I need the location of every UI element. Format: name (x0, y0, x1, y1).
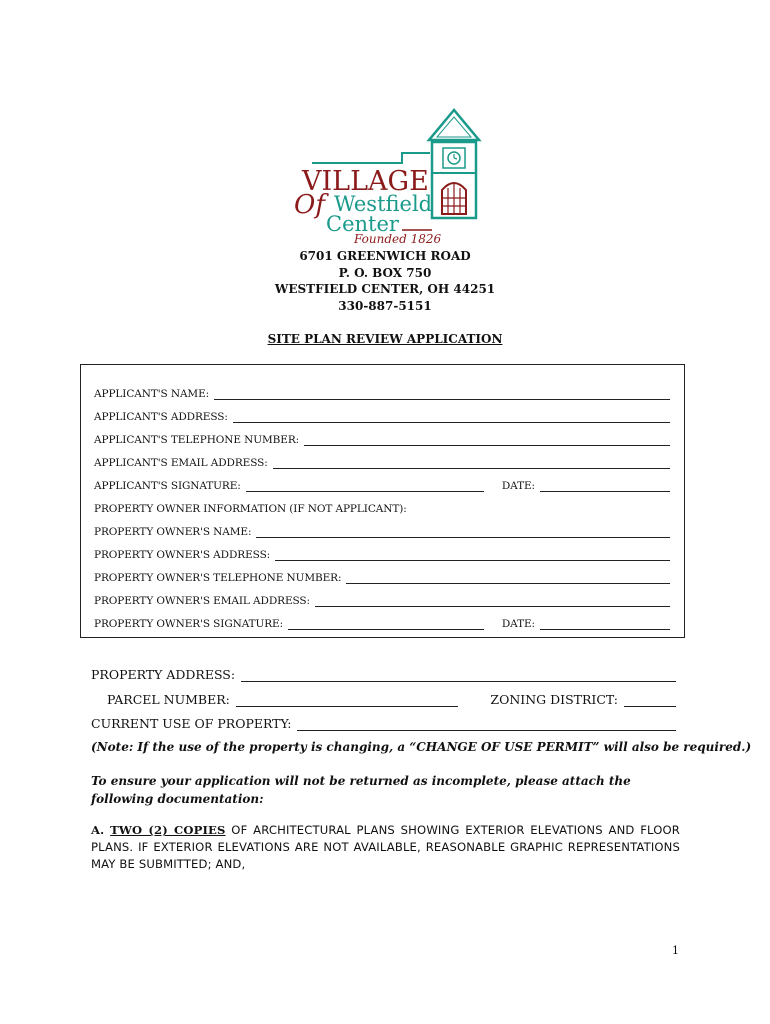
applicant-address-label: APPLICANT'S ADDRESS: (94, 411, 228, 423)
property-address-field[interactable] (241, 669, 676, 682)
owner-info-heading-row (94, 499, 670, 515)
applicant-signature-row (94, 476, 670, 492)
owner-email-label: PROPERTY OWNER'S EMAIL ADDRESS: (94, 595, 310, 607)
applicant-phone-field[interactable] (304, 434, 670, 446)
current-use-label: CURRENT USE OF PROPERTY: (91, 716, 292, 731)
phone-number: 330-887-5151 (338, 298, 432, 313)
owner-name-field[interactable] (256, 526, 670, 538)
zoning-district-field[interactable] (624, 694, 676, 707)
owner-phone-label: PROPERTY OWNER'S TELEPHONE NUMBER: (94, 572, 342, 584)
property-address-row (91, 664, 676, 682)
applicant-phone-row (94, 430, 670, 446)
change-of-use-note: (Note: If the use of the property is changing, a “CHANGE OF USE PERMIT” will also be required.) (91, 740, 752, 754)
applicant-name-field[interactable] (214, 388, 670, 400)
applicant-name-label: APPLICANT'S NAME: (94, 388, 210, 400)
owner-address-row (94, 545, 670, 561)
owner-signature-field[interactable] (288, 618, 484, 630)
applicant-name-row (94, 384, 670, 400)
page-title: SITE PLAN REVIEW APPLICATION (267, 332, 503, 346)
owner-info-heading: PROPERTY OWNER INFORMATION (IF NOT APPLICANT): (94, 503, 407, 515)
owner-name-label: PROPERTY OWNER'S NAME: (94, 526, 252, 538)
logo-village-text: VILLAGE (302, 166, 429, 197)
applicant-email-field[interactable] (273, 457, 670, 469)
address-block (0, 248, 770, 314)
street-address: 6701 GREENWICH ROAD (299, 249, 471, 263)
property-address-label: PROPERTY ADDRESS: (91, 667, 236, 682)
owner-phone-row (94, 568, 670, 584)
owner-signature-row (94, 614, 670, 630)
current-use-row (91, 713, 676, 731)
applicant-date-label: DATE: (501, 480, 535, 492)
current-use-field[interactable] (297, 718, 676, 731)
owner-email-field[interactable] (315, 595, 670, 607)
applicant-address-row (94, 407, 670, 423)
owner-date-label: DATE: (501, 618, 535, 630)
applicant-signature-label: APPLICANT'S SIGNATURE: (94, 480, 241, 492)
item-a-letter: A. (91, 823, 105, 837)
zoning-district-label: ZONING DISTRICT: (490, 692, 618, 707)
owner-address-label: PROPERTY OWNER'S ADDRESS: (94, 549, 271, 561)
applicant-date-field[interactable] (540, 480, 670, 492)
parcel-number-label: PARCEL NUMBER: (107, 692, 230, 707)
city-state-zip: WESTFIELD CENTER, OH 44251 (274, 282, 496, 296)
owner-signature-label: PROPERTY OWNER'S SIGNATURE: (94, 618, 284, 630)
logo-founded-text: Founded 1826 (354, 232, 442, 246)
owner-email-row (94, 591, 670, 607)
applicant-info-box (80, 364, 685, 638)
logo-center-text: Center (326, 212, 399, 236)
village-logo (292, 108, 482, 253)
applicant-address-field[interactable] (233, 411, 670, 423)
owner-date-field[interactable] (540, 618, 670, 630)
parcel-zoning-row (107, 689, 676, 707)
logo-westfield-text: Westfield (334, 192, 433, 216)
owner-name-row (94, 522, 670, 538)
owner-phone-field[interactable] (346, 572, 670, 584)
logo-of-text: Of (294, 190, 325, 220)
owner-address-field[interactable] (275, 549, 670, 561)
item-a-emphasis: TWO (2) COPIES (110, 823, 226, 837)
page-number: 1 (672, 944, 679, 957)
documentation-instructions: To ensure your application will not be returned as incomplete, please attach the following documentation: (91, 774, 631, 806)
item-a-paragraph (91, 822, 680, 873)
item-a-text: OF ARCHITECTURAL PLANS SHOWING EXTERIOR ELEVATIONS AND FLOOR PLANS. IF EXTERIOR ELEVATIONS ARE NOT AVAILABLE, REASONABLE GRAPHIC REPRESENTATIONS MAY BE SUBMITTED; AND, (91, 823, 680, 871)
po-box: P. O. BOX 750 (338, 265, 432, 280)
applicant-signature-field[interactable] (246, 480, 484, 492)
applicant-phone-label: APPLICANT'S TELEPHONE NUMBER: (94, 434, 300, 446)
applicant-email-label: APPLICANT'S EMAIL ADDRESS: (94, 457, 268, 469)
parcel-number-field[interactable] (236, 694, 458, 707)
applicant-email-row (94, 453, 670, 469)
